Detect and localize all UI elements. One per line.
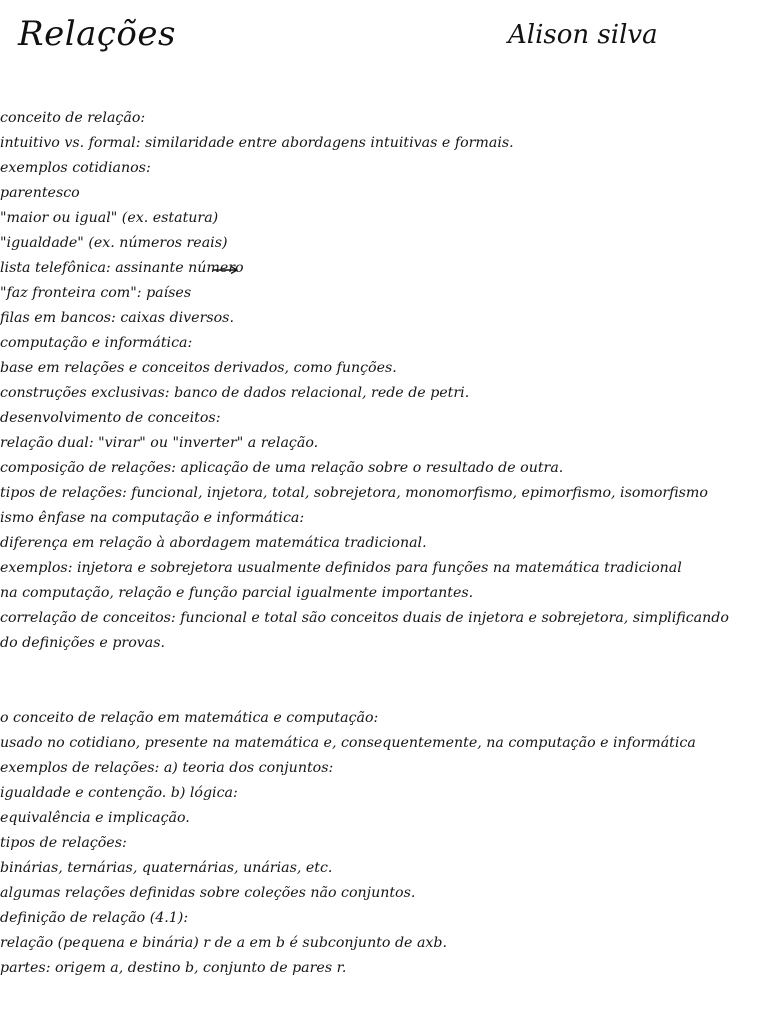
note-line: exemplos cotidianos: (0, 160, 151, 176)
note-line: definição de relação (4.1): (0, 910, 189, 926)
note-line: igualdade e contenção. b) lógica: (0, 785, 238, 801)
author-name: Alison silva (508, 20, 658, 50)
note-line: correlação de conceitos: funcional e total são conceitos duais de injetora e sobrejetora, simplificando (0, 610, 729, 626)
note-line: partes: origem a, destino b, conjunto de pares r. (0, 960, 347, 976)
note-line: ismo ênfase na computação e informática: (0, 510, 305, 526)
note-line: conceito de relação: (0, 110, 146, 126)
note-line: do definições e provas. (0, 635, 165, 651)
note-line: filas em bancos: caixas diversos. (0, 310, 234, 326)
note-line: base em relações e conceitos derivados, como funções. (0, 360, 397, 376)
note-line: intuitivo vs. formal: similaridade entre abordagens intuitivas e formais. (0, 135, 514, 151)
note-line: composição de relações: aplicação de uma relação sobre o resultado de outra. (0, 460, 564, 476)
note-line: computação e informática: (0, 335, 193, 351)
note-line: exemplos de relações: a) teoria dos conjuntos: (0, 760, 334, 776)
note-line: "faz fronteira com": países (0, 285, 192, 301)
note-line: "igualdade" (ex. números reais) (0, 235, 228, 251)
note-line: exemplos: injetora e sobrejetora usualmente definidos para funções na matemática tradicional (0, 560, 682, 576)
note-line: relação (pequena e binária) r de a em b é subconjunto de axb. (0, 935, 448, 951)
page-title: Relações (18, 14, 176, 54)
note-line: tipos de relações: funcional, injetora, total, sobrejetora, monomorfismo, epimorfismo, isomorfismo (0, 485, 708, 501)
note-line: tipos de relações: (0, 835, 127, 851)
note-line: desenvolvimento de conceitos: (0, 410, 221, 426)
note-line: parentesco (0, 185, 80, 201)
note-line: "maior ou igual" (ex. estatura) (0, 210, 219, 226)
note-line: o conceito de relação em matemática e computação: (0, 710, 379, 726)
note-line: diferença em relação à abordagem matemática tradicional. (0, 535, 427, 551)
arrow-right-icon (212, 265, 240, 275)
note-line: equivalência e implicação. (0, 810, 190, 826)
note-line: algumas relações definidas sobre coleções não conjuntos. (0, 885, 416, 901)
note-line: lista telefônica: assinante número (0, 260, 244, 276)
note-line: usado no cotidiano, presente na matemática e, consequentemente, na computação e informática (0, 735, 696, 751)
note-line: relação dual: "virar" ou "inverter" a relação. (0, 435, 319, 451)
note-line: na computação, relação e função parcial igualmente importantes. (0, 585, 474, 601)
note-line: construções exclusivas: banco de dados relacional, rede de petri. (0, 385, 470, 401)
note-line: binárias, ternárias, quaternárias, unárias, etc. (0, 860, 333, 876)
